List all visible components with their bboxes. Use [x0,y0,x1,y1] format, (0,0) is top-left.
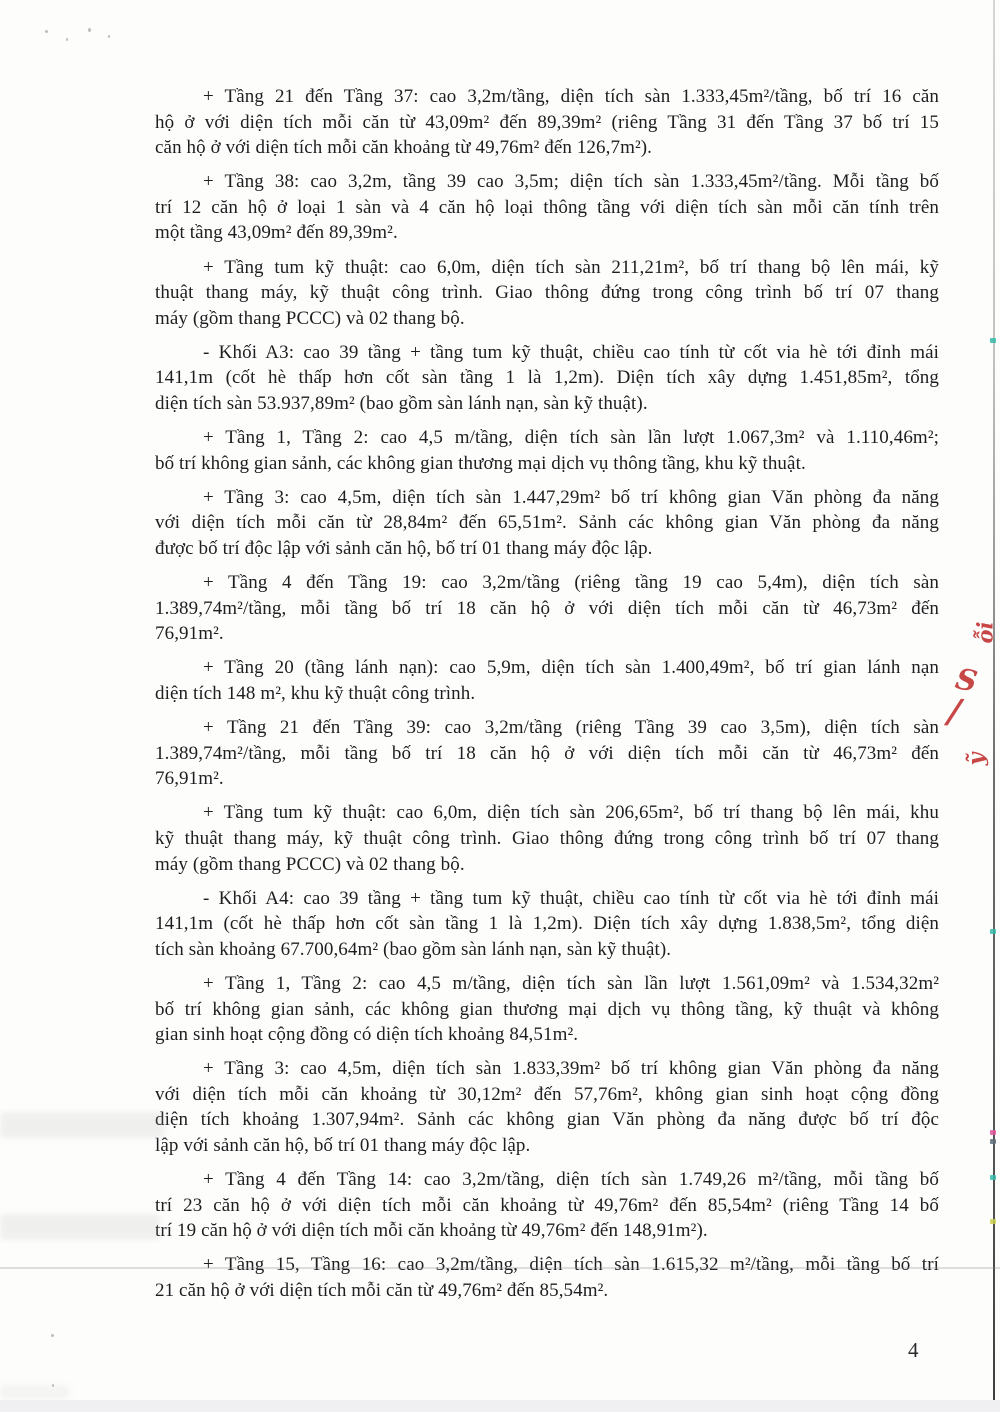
text-line: trí 23 căn hộ ở với diện tích mỗi căn khoảng từ 49,76m² đến 85,54m² (riêng Tầng 14 bố [155,1194,939,1216]
paragraph [155,800,939,877]
paragraph [155,655,939,706]
paragraph [155,169,939,246]
text-line: + Tầng 1, Tầng 2: cao 4,5 m/tầng, diện tích sàn lần lượt 1.561,09m² và 1.534,32m² [203,972,939,994]
text-line: + Tầng 4 đến Tầng 14: cao 3,2m/tầng, diện tích sàn 1.749,26 m²/tầng, mỗi tầng bố [203,1169,939,1191]
edge-tick-icon [990,1219,996,1224]
text-line: hộ ở với diện tích mỗi căn từ 43,09m² đến 89,39m² (riêng Tầng 31 đến Tầng 37 bố trí 15 [155,111,939,133]
text-line: - Khối A3: cao 39 tầng + tầng tum kỹ thuật, chiều cao tính từ cốt via hè tới đỉnh mái [203,341,939,363]
scan-speck [66,38,68,41]
text-line: + Tầng tum kỹ thuật: cao 6,0m, diện tích sàn 206,65m², bố trí thang bộ lên mái, khu [203,802,939,824]
page-number: 4 [908,1338,919,1362]
paragraph [155,886,939,963]
text-line: trí 19 căn hộ ở với diện tích mỗi căn khoảng từ 49,76m² đến 148,91m²). [155,1220,708,1242]
text-line: thuật thang máy, kỹ thuật công trình. Giao thông đứng trong công trình bố trí 07 thang [155,282,939,304]
bleedthrough-smudge [0,1112,165,1138]
text-line: + Tầng 4 đến Tầng 19: cao 3,2m/tầng (riêng tầng 19 cao 5,4m), diện tích sàn [203,572,939,594]
text-line: một tầng 43,09m² đến 89,39m². [155,222,398,244]
text-line: được bố trí độc lập với sảnh căn hộ, bố trí 01 thang máy độc lập. [155,538,653,559]
text-line: + Tầng 1, Tầng 2: cao 4,5 m/tầng, diện tích sàn lần lượt 1.067,3m² và 1.110,46m²; [203,427,939,449]
text-line: + Tầng 20 (tầng lánh nạn): cao 5,9m, diện tích sàn 1.400,49m², bố trí gian lánh nạn [203,657,939,679]
paragraph [155,971,939,1048]
text-line: máy (gồm thang PCCC) và 02 thang bộ. [155,307,465,329]
text-line: 1.389,74m²/tầng, mỗi tầng bố trí 18 căn hộ ở với diện tích mỗi căn từ 46,73m² đến [155,742,939,764]
text-line: với diện tích mỗi căn từ 28,84m² đến 65,51m². Sảnh các không gian Văn phòng đa năng [155,512,939,534]
text-line: bố trí không gian sảnh, các không gian thương mại dịch vụ thông tầng, khu kỹ thuật. [155,452,806,474]
text-line: 141,1m (cốt hè thấp hơn cốt sàn tầng 1 là 1,2m). Diện tích xây dựng 1.838,5m², tổng diện [155,913,939,935]
page-edge-zone [984,0,1000,1412]
faint-scan-line [0,1267,1000,1269]
text-line: trí 12 căn hộ ở loại 1 sàn và 4 căn hộ loại thông tầng với diện tích sàn mỗi căn tính trên [155,196,939,218]
scan-speck [88,28,91,32]
paragraph [155,340,939,417]
scan-speck [51,1334,54,1337]
red-pen-mark: ỗi [972,621,998,644]
edge-tick-icon [990,1130,996,1135]
paragraph [155,425,939,476]
scan-speck [108,35,110,38]
text-line: gian sinh hoạt cộng đồng có diện tích khoảng 84,51m². [155,1024,579,1046]
paragraph [155,1056,939,1158]
paragraph [155,570,939,647]
paragraph [155,84,939,161]
paragraph [155,1252,939,1303]
text-line: diện tích sàn 53.937,89m² (bao gồm sàn lánh nạn, sàn kỹ thuật). [155,393,648,415]
text-line: máy (gồm thang PCCC) và 02 thang bộ. [155,853,465,875]
text-line: + Tầng 21 đến Tầng 39: cao 3,2m/tầng (riêng Tầng 39 cao 3,5m), diện tích sàn [203,717,939,739]
text-line: 21 căn hộ ở với diện tích mỗi căn từ 49,76m² đến 85,54m². [155,1279,609,1301]
text-line: 76,91m². [155,623,224,645]
red-pen-mark: ỹ [963,752,990,766]
page-edge-line [993,0,995,1412]
text-line: + Tầng 3: cao 4,5m, diện tích sàn 1.833,39m² bố trí không gian Văn phòng đa năng [203,1058,939,1080]
edge-tick-icon [990,929,996,934]
text-line: + Tầng 3: cao 4,5m, diện tích sàn 1.447,29m² bố trí không gian Văn phòng đa năng [203,486,939,508]
text-line: + Tầng 15, Tầng 16: cao 3,2m/tầng, diện tích sàn 1.615,32 m²/tầng, mỗi tầng bố trí [203,1254,939,1276]
edge-tick-icon [990,1139,996,1144]
red-pen-mark: / [945,691,963,733]
paragraph [155,485,939,562]
paragraph [155,715,939,792]
document-body [155,84,939,1312]
text-line: căn hộ ở với diện tích mỗi căn khoảng từ 49,76m² đến 126,7m²). [155,137,653,159]
scan-speck [52,1384,54,1387]
text-line: + Tầng tum kỹ thuật: cao 6,0m, diện tích sàn 211,21m², bố trí thang bộ lên mái, kỹ [203,256,939,278]
text-line: 76,91m². [155,768,224,790]
text-line: diện tích 148 m², khu kỹ thuật công trình. [155,682,476,704]
text-line: 141,1m (cốt hè thấp hơn cốt sàn tầng 1 là 1,2m). Diện tích xây dựng 1.451,85m², tổng [155,367,939,389]
scan-speck [45,30,48,33]
edge-tick-icon [990,338,996,343]
text-line: kỹ thuật thang máy, kỹ thuật công trình. Giao thông đứng trong công trình bố trí 07 thang [155,827,939,849]
edge-tick-icon [990,1175,996,1180]
scan-bottom-edge [0,1400,1000,1412]
text-line: với diện tích mỗi căn khoảng từ 30,12m² đến 57,76m², không gian sinh hoạt cộng đồng [155,1083,939,1105]
bleedthrough-smudge [0,1385,70,1399]
text-line: diện tích khoảng 1.307,94m². Sảnh các không gian Văn phòng đa năng được bố trí độc [155,1109,939,1131]
text-line: 1.389,74m²/tầng, mỗi tầng bố trí 18 căn hộ ở với diện tích mỗi căn từ 46,73m² đến [155,597,939,619]
bleedthrough-smudge [0,1214,160,1240]
paragraph [155,1167,939,1244]
red-pen-mark: S [952,661,981,699]
text-line: + Tầng 21 đến Tầng 37: cao 3,2m/tầng, diện tích sàn 1.333,45m²/tầng, bố trí 16 căn [203,86,939,107]
text-line: + Tầng 38: cao 3,2m, tầng 39 cao 3,5m; diện tích sàn 1.333,45m²/tầng. Mỗi tầng bố [203,171,939,193]
text-line: - Khối A4: cao 39 tầng + tầng tum kỹ thuật, chiều cao tính từ cốt via hè tới đỉnh mái [203,887,939,909]
text-line: tích sàn khoảng 67.700,64m² (bao gồm sàn lánh nạn, sàn kỹ thuật). [155,938,672,960]
paragraph [155,255,939,332]
text-line: bố trí không gian sảnh, các không gian thương mại dịch vụ thông tầng, kỹ thuật và không [155,998,939,1020]
text-line: lập với sảnh căn hộ, bố trí 01 thang máy độc lập. [155,1134,531,1156]
